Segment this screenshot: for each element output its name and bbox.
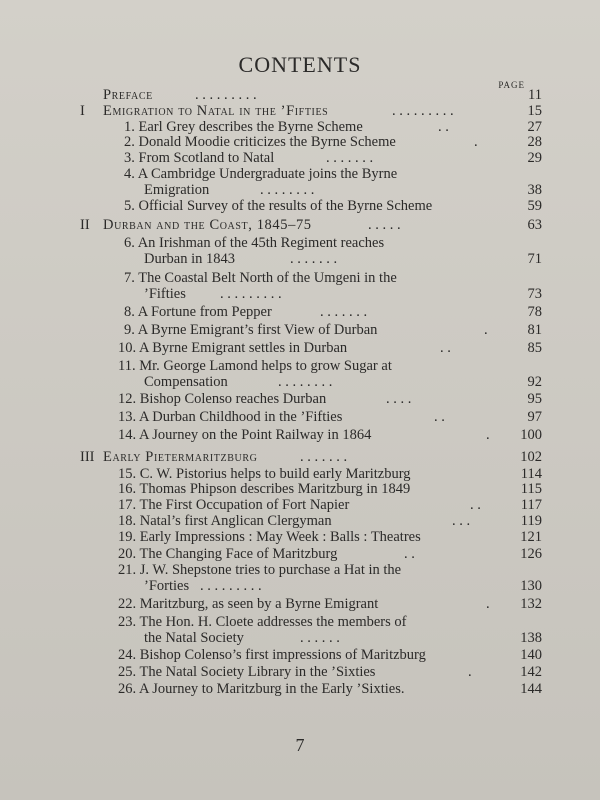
toc-entry-label: 11. Mr. George Lamond helps to grow Sugar at — [118, 357, 392, 374]
toc-page-number: 142 — [520, 664, 542, 681]
toc-entry — [0, 135, 600, 151]
toc-entry — [0, 252, 600, 268]
toc-page-number: 11 — [528, 87, 542, 103]
toc-leader-dots: . . . . . . . — [320, 304, 368, 321]
toc-page-number: 121 — [520, 528, 542, 545]
toc-page-number: 63 — [527, 217, 542, 234]
toc-page-number: 132 — [520, 595, 542, 612]
toc-entry — [0, 167, 600, 183]
toc-leader-dots: . . — [440, 339, 451, 356]
toc-entry — [0, 287, 600, 303]
toc-entry — [0, 120, 600, 136]
toc-leader-dots: . — [474, 134, 478, 151]
toc-entry — [0, 615, 600, 631]
toc-leader-dots: . — [484, 322, 488, 339]
toc-entry-label: 4. A Cambridge Undergraduate joins the Byrne — [124, 165, 398, 182]
toc-leader-dots: . . . . . . . — [290, 250, 338, 267]
toc-page-number: 100 — [520, 426, 542, 443]
toc-leader-dots: . . . . . . . . . — [392, 102, 454, 119]
toc-page-number: 38 — [527, 181, 542, 198]
toc-part-numeral: III — [80, 448, 95, 465]
toc-entry-label: Emigration — [144, 181, 210, 198]
toc-leader-dots: . . — [404, 545, 415, 562]
toc-entry-label: 25. The Natal Society Library in the ’Sixties — [118, 664, 376, 681]
toc-leader-dots: . — [468, 664, 472, 681]
toc-entry — [0, 563, 600, 579]
toc-entry — [0, 514, 600, 530]
toc-leader-dots: . . . . . . . — [300, 448, 348, 465]
toc-page-number: 115 — [520, 481, 542, 498]
toc-leader-dots: . . . . . . — [300, 629, 340, 646]
toc-entry-label: 7. The Coastal Belt North of the Umgeni in the — [124, 269, 397, 286]
toc-entry-label: 20. The Changing Face of Maritzburg — [118, 545, 338, 562]
toc-page-number: 119 — [520, 512, 542, 529]
toc-leader-dots: . . . . . . . — [326, 150, 374, 167]
toc-page-number: 97 — [527, 409, 542, 426]
toc-page-number: 81 — [527, 322, 542, 339]
toc-entry-label: 15. C. W. Pistorius helps to build early Maritzburg — [118, 465, 411, 482]
toc-entry — [0, 547, 600, 563]
toc-page-number: 71 — [527, 250, 542, 267]
toc-entry-label: the Natal Society — [144, 629, 244, 646]
toc-entry — [0, 236, 600, 252]
toc-entry — [0, 530, 600, 546]
toc-page-number: 130 — [520, 578, 542, 595]
page-folio-number: 7 — [295, 735, 305, 755]
toc-page-number: 92 — [527, 373, 542, 390]
toc-entry-label: 3. From Scotland to Natal — [124, 150, 275, 167]
toc-entry-label: Emigration to Natal in the ’Fifties — [103, 102, 329, 119]
toc-leader-dots: . . — [438, 118, 449, 135]
toc-entry-label: 10. A Byrne Emigrant settles in Durban — [118, 339, 348, 356]
toc-entry-label: 14. A Journey on the Point Railway in 1864 — [118, 426, 372, 443]
toc-entry-label: Durban in 1843 — [144, 250, 236, 267]
toc-entry — [0, 218, 600, 234]
toc-page-number: 126 — [520, 545, 542, 562]
toc-entry-label: Durban and the Coast, 1845–75 — [103, 217, 312, 234]
toc-entry — [0, 199, 600, 215]
toc-page-number: 29 — [527, 150, 542, 167]
toc-entry-label: 13. A Durban Childhood in the ’Fifties — [118, 409, 343, 426]
toc-entry-label: 6. An Irishman of the 45th Regiment reaches — [124, 235, 385, 252]
toc-entry — [0, 323, 600, 339]
toc-entry-label: 23. The Hon. H. Cloete addresses the members of — [118, 613, 407, 630]
toc-part-numeral: II — [80, 217, 90, 234]
toc-leader-dots: . . . . . . . . . — [200, 578, 262, 595]
toc-leader-dots: . . . . — [386, 391, 412, 408]
toc-entry-label: 8. A Fortune from Pepper — [124, 304, 272, 321]
toc-entry-label: 22. Maritzburg, as seen by a Byrne Emigrant — [118, 595, 379, 612]
toc-entry — [0, 305, 600, 321]
toc-leader-dots: . . . . . . . . . — [220, 285, 282, 302]
toc-entry — [0, 271, 600, 287]
toc-entry — [0, 183, 600, 199]
toc-entry-label: 5. Official Survey of the results of the Byrne Scheme — [124, 197, 433, 214]
toc-page-number: 102 — [520, 448, 542, 465]
toc-entry — [0, 467, 600, 483]
toc-leader-dots: . . . — [452, 512, 471, 529]
toc-entry-label: ’Forties — [144, 578, 190, 595]
toc-entry — [0, 359, 600, 375]
toc-page-number: 114 — [520, 465, 542, 482]
toc-entry-label: 1. Earl Grey describes the Byrne Scheme — [124, 118, 363, 135]
toc-part-numeral: I — [80, 102, 85, 119]
toc-entry — [0, 579, 600, 595]
toc-entry-label: ’Fifties — [144, 285, 186, 302]
toc-page-number: 27 — [527, 118, 542, 135]
toc-leader-dots: . . — [434, 409, 445, 426]
toc-leader-dots: . . . . . . . . — [260, 181, 315, 198]
toc-entry-label: 19. Early Impressions : May Week : Balls : Theatres — [118, 528, 421, 545]
toc-entry — [0, 631, 600, 647]
toc-entry — [0, 597, 600, 613]
toc-entry — [0, 450, 600, 466]
page-column-label: PAGE — [498, 80, 525, 90]
toc-entry — [0, 428, 600, 444]
toc-leader-dots: . — [486, 426, 490, 443]
toc-leader-dots: . . . . . — [368, 217, 401, 234]
toc-leader-dots: . — [486, 595, 490, 612]
toc-entry — [0, 392, 600, 408]
toc-entry — [0, 375, 600, 391]
toc-entry-label: Early Pietermaritzburg — [103, 448, 258, 465]
toc-entry-label: 16. Thomas Phipson describes Maritzburg in 1849 — [118, 481, 411, 498]
toc-entry — [0, 104, 600, 120]
toc-page-number: 95 — [527, 391, 542, 408]
toc-entry — [0, 682, 600, 698]
toc-entry-label: 26. A Journey to Maritzburg in the Early ’Sixties. — [118, 680, 405, 697]
toc-page-number: 78 — [527, 304, 542, 321]
toc-page-number: 59 — [527, 197, 542, 214]
toc-entry — [0, 648, 600, 664]
toc-entry-label: 2. Donald Moodie criticizes the Byrne Scheme — [124, 134, 396, 151]
toc-entry-label: 21. J. W. Shepstone tries to purchase a Hat in the — [118, 562, 402, 579]
toc-entry — [0, 151, 600, 167]
toc-entry-label: 9. A Byrne Emigrant’s first View of Durban — [124, 322, 378, 339]
toc-entry-label: Preface — [103, 87, 153, 103]
toc-entry — [0, 88, 600, 104]
toc-page-number: 15 — [527, 102, 542, 119]
toc-page-number: 73 — [527, 285, 542, 302]
toc-page-number: 28 — [527, 134, 542, 151]
toc-entry-label: Compensation — [144, 373, 228, 390]
toc-entry-label: 18. Natal’s first Anglican Clergyman — [118, 512, 332, 529]
toc-entry — [0, 498, 600, 514]
toc-page-number: 85 — [527, 339, 542, 356]
toc-page-number: 138 — [520, 629, 542, 646]
toc-page-number: 140 — [520, 647, 542, 664]
toc-leader-dots: . . . . . . . . — [278, 373, 333, 390]
toc-entry — [0, 665, 600, 681]
toc-entry — [0, 410, 600, 426]
toc-entry — [0, 341, 600, 357]
toc-entry-label: 17. The First Occupation of Fort Napier — [118, 497, 350, 514]
toc-entry-label: 24. Bishop Colenso’s first impressions of Maritzburg — [118, 647, 426, 664]
table-of-contents — [0, 88, 600, 698]
toc-leader-dots: . . . . . . . . . — [195, 87, 257, 103]
toc-entry — [0, 482, 600, 498]
toc-entry-label: 12. Bishop Colenso reaches Durban — [118, 391, 327, 408]
toc-page-number: 144 — [520, 680, 542, 697]
contents-heading: CONTENTS — [238, 52, 362, 77]
toc-leader-dots: . . — [470, 497, 481, 514]
toc-page-number: 117 — [520, 497, 542, 514]
